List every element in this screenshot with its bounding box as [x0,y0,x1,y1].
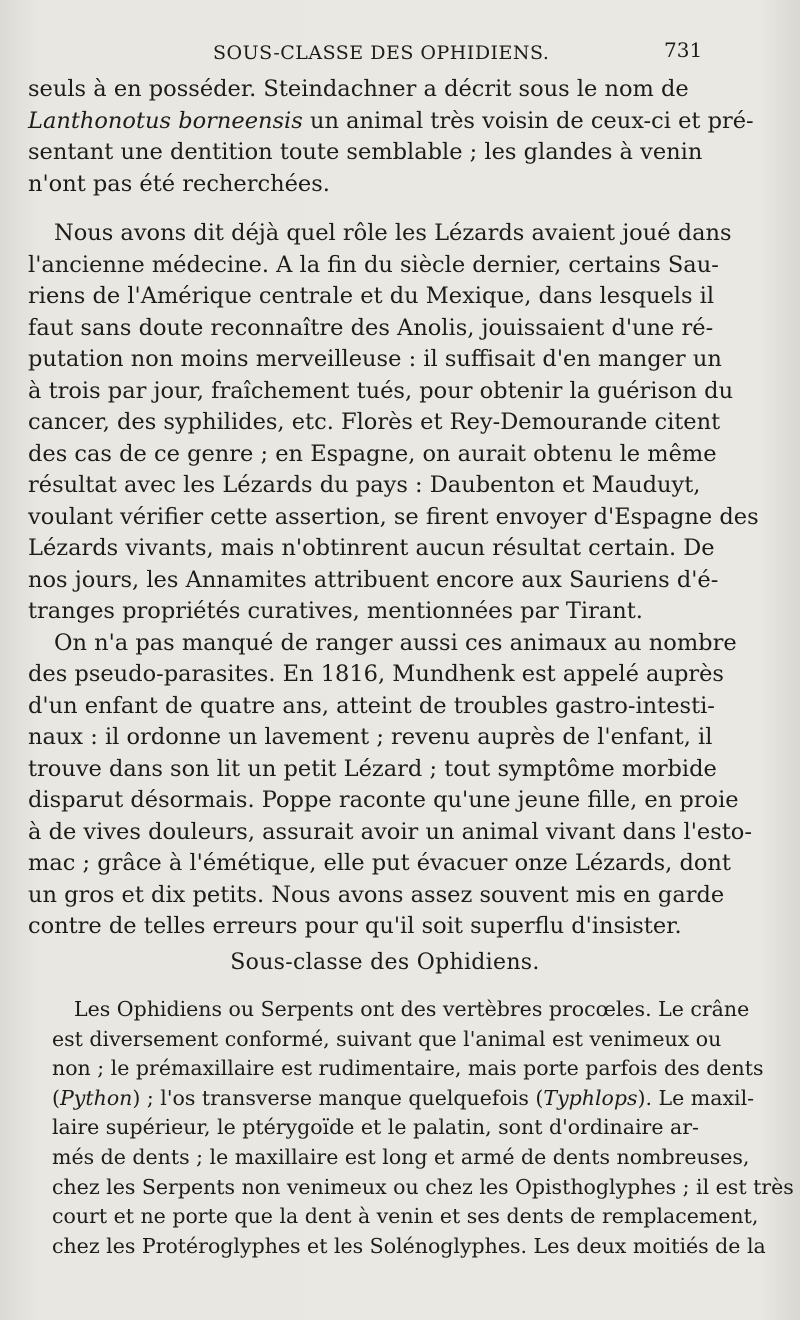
text-line: des pseudo-parasites. En 1816, Mundhenk est appelé auprès [28,661,724,687]
text-line: un gros et dix petits. Nous avons assez souvent mis en garde [28,881,725,908]
main-text [28,74,759,943]
species-name: Lanthonotus borneensis [28,107,303,134]
text-line: disparut désormais. Poppe raconte qu'une jeune fille, en proie [28,787,739,813]
genus-name: Typhlops [543,1085,638,1110]
section-heading: Sous-classe des Ophidiens. [230,950,540,975]
text-line: est diversement conformé, suivant que l'animal est venimeux ou [52,1026,722,1051]
text-line: Nous avons dit déjà quel rôle les Lézards avaient joué dans [54,220,732,246]
text-line: contre de telles erreurs pour qu'il soit superflu d'insister. [28,913,682,939]
text-fragment: ). Le maxil- [637,1085,755,1110]
text-line: voulant vérifier cette assertion, se firent envoyer d'Espagne des [28,503,759,530]
text-line: à trois par jour, fraîchement tués, pour obtenir la guérison du [28,377,734,404]
text-line: nos jours, les Annamites attribuent encore aux Sauriens d'é- [28,566,719,593]
text-line: riens de l'Amérique centrale et du Mexique, dans lesquels il [28,283,715,309]
text-line: naux : il ordonne un lavement ; revenu auprès de l'enfant, il [28,724,713,750]
text-line: tranges propriétés curatives, mentionnées par Tirant. [28,598,643,624]
text-line: On n'a pas manqué de ranger aussi ces animaux au nombre [54,629,737,656]
text-line: més de dents ; le maxillaire est long et armé de dents nombreuses, [52,1144,750,1169]
paragraph-continuation [28,74,754,200]
text-line: trouve dans son lit un petit Lézard ; tout symptôme morbide [28,755,717,782]
running-title: SOUS-CLASSE DES OPHIDIENS. [213,42,550,64]
text-line: l'ancienne médecine. A la fin du siècle dernier, certains Sau- [28,251,719,278]
text-line: non ; le prémaxillaire est rudimentaire, mais porte parfois des dents [52,1056,764,1081]
text-line [28,106,754,138]
text-line: cancer, des syphilides, etc. Florès et Rey-Demourande citent [28,409,721,435]
text-line: chez les Protéroglyphes et les Solénoglyphes. Les deux moitiés de la [52,1233,766,1258]
text-line: d'un enfant de quatre ans, atteint de troubles gastro-intesti- [28,692,715,719]
text-line: résultat avec les Lézards du pays : Daubenton et Mauduyt, [28,472,701,498]
page-number: 731 [664,38,703,62]
text-line: putation non moins merveilleuse : il suffisait d'en manger un [28,346,722,372]
paragraph-pseudo-parasites [28,628,752,943]
text-line: chez les Serpents non venimeux ou chez les Opisthoglyphes ; il est très [52,1174,794,1199]
text-fragment: ) ; l'os transverse manque quelquefois ( [132,1085,544,1110]
text-line: à de vives douleurs, assurait avoir un animal vivant dans l'esto- [28,818,752,845]
text-fragment: un animal très voisin de ceux-ci et pré- [302,107,754,134]
text-line: Les Ophidiens ou Serpents ont des vertèbres procœles. Le crâne [74,997,750,1021]
paragraph-lizard-medicine [28,218,759,628]
genus-name: Python [60,1085,133,1110]
text-line: mac ; grâce à l'émétique, elle put évacuer onze Lézards, dont [28,850,731,876]
text-line [52,1084,755,1114]
text-line: faut sans doute reconnaître des Anolis, jouissaient d'une ré- [28,314,714,341]
text-line: Lézards vivants, mais n'obtinrent aucun résultat certain. De [28,535,715,561]
text-line: n'ont pas été recherchées. [28,170,330,197]
text-line: laire supérieur, le ptérygoïde et le palatin, sont d'ordinaire ar- [52,1115,699,1140]
text-line: des cas de ce genre ; en Espagne, on aurait obtenu le même [28,440,717,467]
text-line: seuls à en posséder. Steindachner a décrit sous le nom de [28,76,689,102]
section-text [52,995,794,1261]
page-header [0,38,800,68]
text-fragment: ( [52,1085,60,1110]
text-line: court et ne porte que la dent à venin et ses dents de remplacement, [52,1204,759,1229]
text-line: sentant une dentition toute semblable ; les glandes à venin [28,139,703,165]
